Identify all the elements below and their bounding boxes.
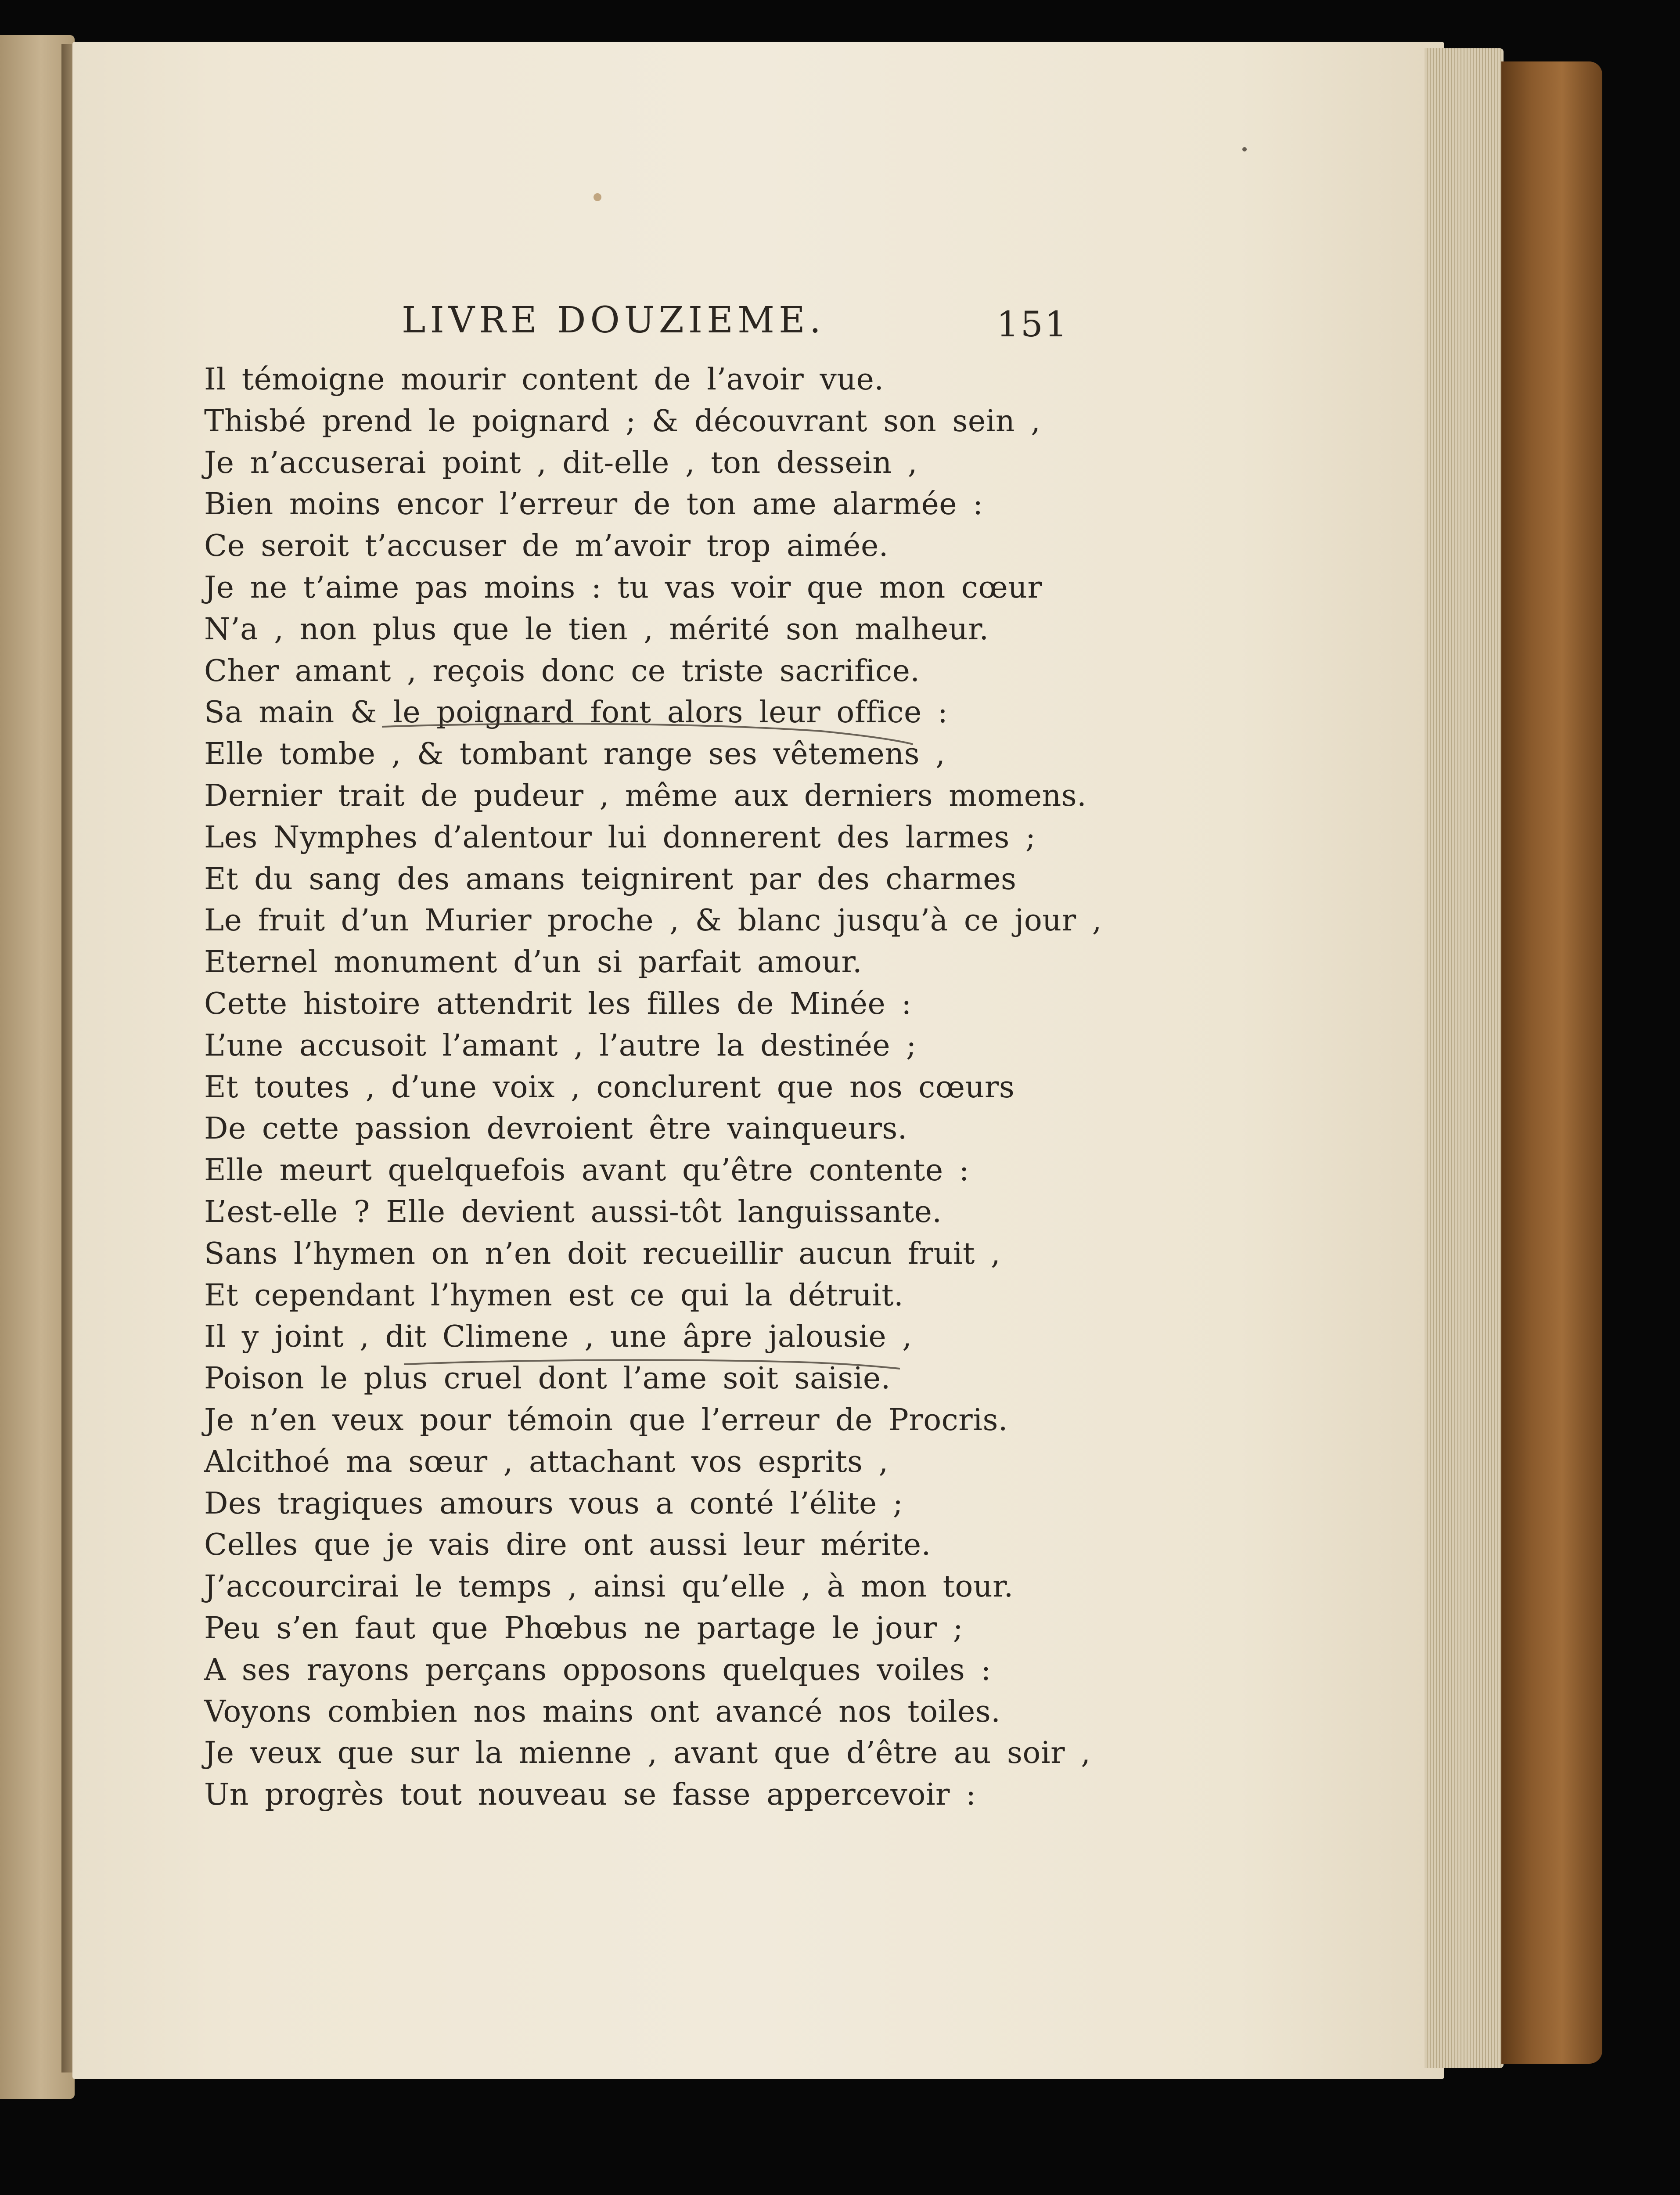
foxing-spot [594, 193, 601, 201]
page-number: 151 [996, 304, 1069, 345]
verse-line: Celles que je vais dire ont aussi leur mérite. [204, 1528, 931, 1563]
paper-crease-mark [404, 1349, 900, 1384]
verse-line: Et du sang des amans teignirent par des charmes [204, 861, 1017, 897]
verse-line: Sans l’hymen on n’en doit recueillir aucun fruit , [204, 1236, 1001, 1271]
verse-line: Sa main & le poignard font alors leur office : [204, 695, 948, 730]
verse-line: Bien moins encor l’erreur de ton ame alarmée : [204, 487, 983, 522]
verse-line: Elle meurt quelquefois avant qu’être contente : [204, 1153, 970, 1188]
verse-line: Je n’en veux pour témoin que l’erreur de Procris. [204, 1402, 1008, 1438]
verse-line: L’une accusoit l’amant , l’autre la destinée ; [204, 1028, 917, 1063]
verse-line: Alcithoé ma sœur , attachant vos esprits , [204, 1444, 889, 1479]
verse-line: Et toutes , d’une voix , conclurent que nos cœurs [204, 1070, 1015, 1105]
verse-line: De cette passion devroient être vainqueurs. [204, 1111, 907, 1146]
verse-line: Peu s’en faut que Phœbus ne partage le jour ; [204, 1611, 964, 1646]
verse-line: J’accourcirai le temps , ainsi qu’elle , à mon tour. [204, 1569, 1014, 1604]
verse-line: Cher amant , reçois donc ce triste sacrifice. [204, 653, 920, 688]
page-block-edges [1425, 48, 1504, 2068]
verse-line: Je ne t’aime pas moins : tu vas voir que mon cœur [204, 570, 1042, 605]
verse-line: Ce seroit t’accuser de m’avoir trop aimée. [204, 529, 889, 564]
verse-line: Voyons combien nos mains ont avancé nos toiles. [204, 1694, 1001, 1729]
verse-line: Il témoigne mourir content de l’avoir vue. [204, 362, 884, 397]
verse-line: Thisbé prend le poignard ; & découvrant son sein , [204, 404, 1041, 439]
verse-line: Dernier trait de pudeur , même aux derniers momens. [204, 778, 1087, 813]
verse-line: Je veux que sur la mienne , avant que d’être au soir , [204, 1736, 1091, 1771]
verse-text [204, 359, 1126, 1816]
verse-line: N’a , non plus que le tien , mérité son malheur. [204, 612, 989, 647]
verse-line: L’est-elle ? Elle devient aussi-tôt languissante. [204, 1194, 942, 1229]
verse-line: Elle tombe , & tombant range ses vêtemens , [204, 737, 946, 772]
verse-line: Eternel monument d’un si parfait amour. [204, 945, 863, 980]
verse-line: Cette histoire attendrit les filles de Minée : [204, 986, 912, 1021]
verse-line: Et cependant l’hymen est ce qui la détruit. [204, 1278, 904, 1313]
verse-line: Un progrès tout nouveau se fasse appercevoir : [204, 1777, 976, 1813]
verse-line: Il y joint , dit Climene , une âpre jalousie , [204, 1319, 912, 1355]
verse-line: Des tragiques amours vous a conté l’élite ; [204, 1486, 903, 1521]
verse-line: Le fruit d’un Murier proche , & blanc jusqu’à ce jour , [204, 903, 1102, 938]
paper-crease-mark [382, 709, 913, 749]
running-head: LIVRE DOUZIEME. [402, 299, 825, 341]
verse-line: Je n’accuserai point , dit-elle , ton dessein , [204, 445, 917, 480]
verse-line: Les Nymphes d’alentour lui donnerent des larmes ; [204, 820, 1036, 855]
verse-line: A ses rayons perçans opposons quelques voiles : [204, 1652, 991, 1687]
verse-line: Poison le plus cruel dont l’ame soit saisie. [204, 1361, 891, 1396]
foxing-spot [1242, 147, 1247, 151]
leather-binding [1501, 61, 1602, 2064]
